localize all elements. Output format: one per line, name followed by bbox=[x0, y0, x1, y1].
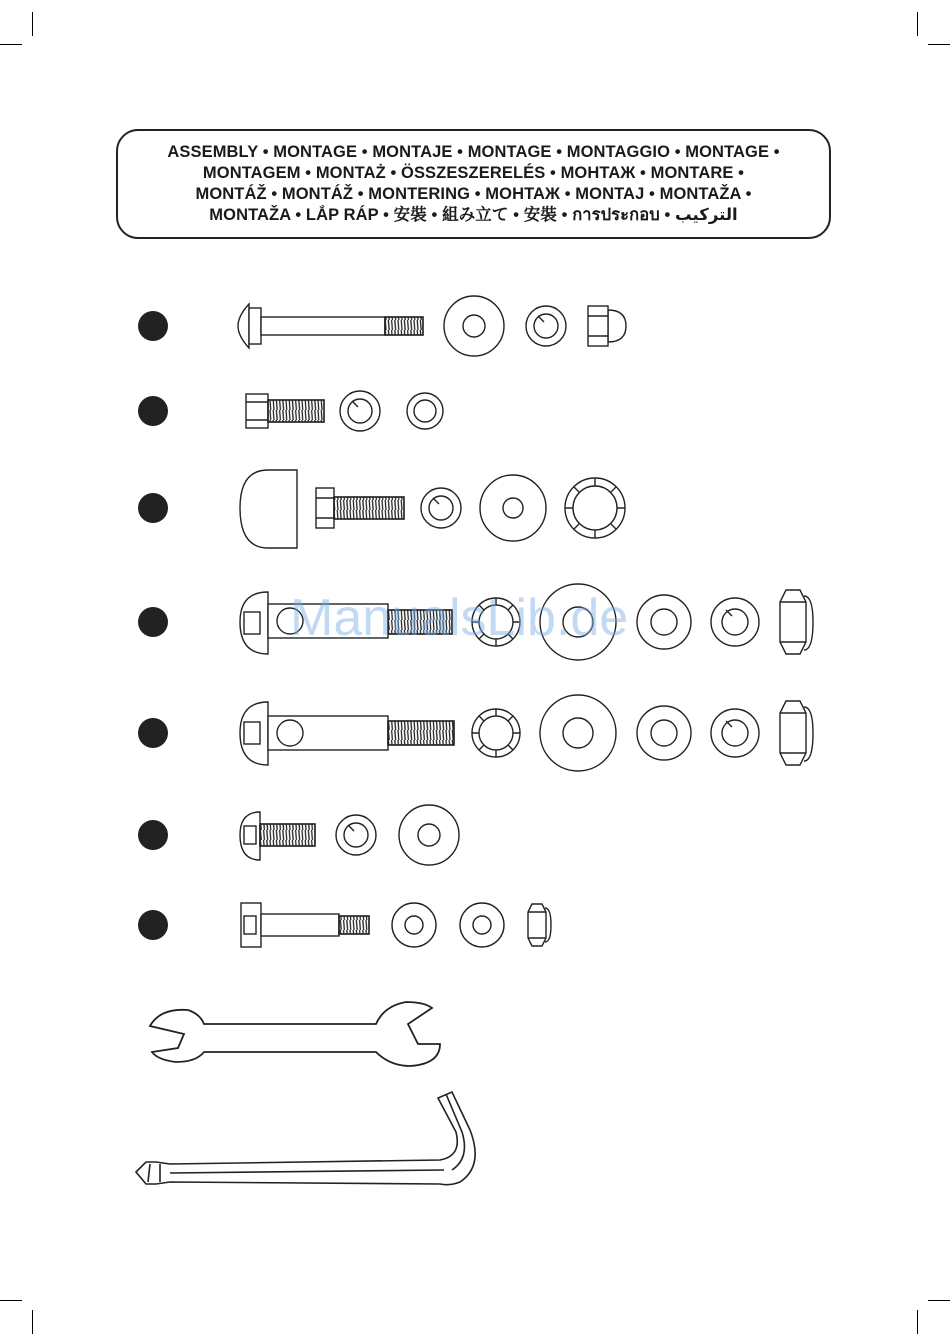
washer-icon bbox=[460, 903, 504, 947]
star-lock-washer-icon bbox=[472, 709, 520, 757]
washer-icon bbox=[392, 903, 436, 947]
button-head-screw-icon bbox=[240, 812, 315, 860]
washer-icon bbox=[637, 706, 691, 760]
open-end-wrench-icon bbox=[150, 1002, 440, 1066]
hex-socket-bolt-icon bbox=[246, 394, 324, 428]
carriage-bolt-icon bbox=[238, 304, 423, 348]
allen-key-icon bbox=[136, 1092, 475, 1185]
lock-nut-icon bbox=[528, 904, 551, 946]
spring-washer-icon bbox=[711, 709, 759, 757]
star-lock-washer-icon bbox=[472, 598, 520, 646]
washer-icon bbox=[444, 296, 504, 356]
end-cap-icon bbox=[240, 470, 297, 548]
lock-nut-icon bbox=[780, 590, 813, 654]
flange-bolt-icon bbox=[316, 488, 404, 528]
cap-nut-icon bbox=[588, 306, 626, 346]
watermark: ManualsLib.de bbox=[290, 589, 629, 647]
title-line: MONTAGEM • MONTAŻ • ÖSSZESZERELÉS • MOHTAЖ • MONTARE • bbox=[202, 164, 745, 182]
spring-washer-icon bbox=[526, 306, 566, 346]
large-washer-icon bbox=[540, 584, 616, 660]
title-line: MONTAŽA • LẮP RÁP • 安裝 • 組み立て • 安裝 • การประกอบ • التركيب bbox=[209, 206, 738, 224]
title-line: ASSEMBLY • MONTAGE • MONTAJE • MONTAGE • MONTAGGIO • MONTAGE • bbox=[167, 143, 780, 161]
spring-washer-icon bbox=[421, 488, 461, 528]
washer-icon bbox=[637, 595, 691, 649]
socket-bolt-icon bbox=[241, 903, 369, 947]
washer-icon bbox=[399, 805, 459, 865]
large-washer-icon bbox=[540, 695, 616, 771]
button-head-bolt-icon bbox=[240, 702, 454, 765]
spring-washer-icon bbox=[711, 598, 759, 646]
spring-washer-icon bbox=[336, 815, 376, 855]
washer-icon bbox=[480, 475, 546, 541]
washer-icon bbox=[407, 393, 443, 429]
star-lock-washer-icon bbox=[565, 478, 625, 538]
title-line: MONTÁŽ • MONTÁŽ • MONTERING • MOHTAЖ • MONTAJ • MONTAŽA • bbox=[195, 185, 752, 203]
lock-nut-icon bbox=[780, 701, 813, 765]
button-head-bolt-icon bbox=[240, 592, 452, 654]
spring-washer-icon bbox=[340, 391, 380, 431]
